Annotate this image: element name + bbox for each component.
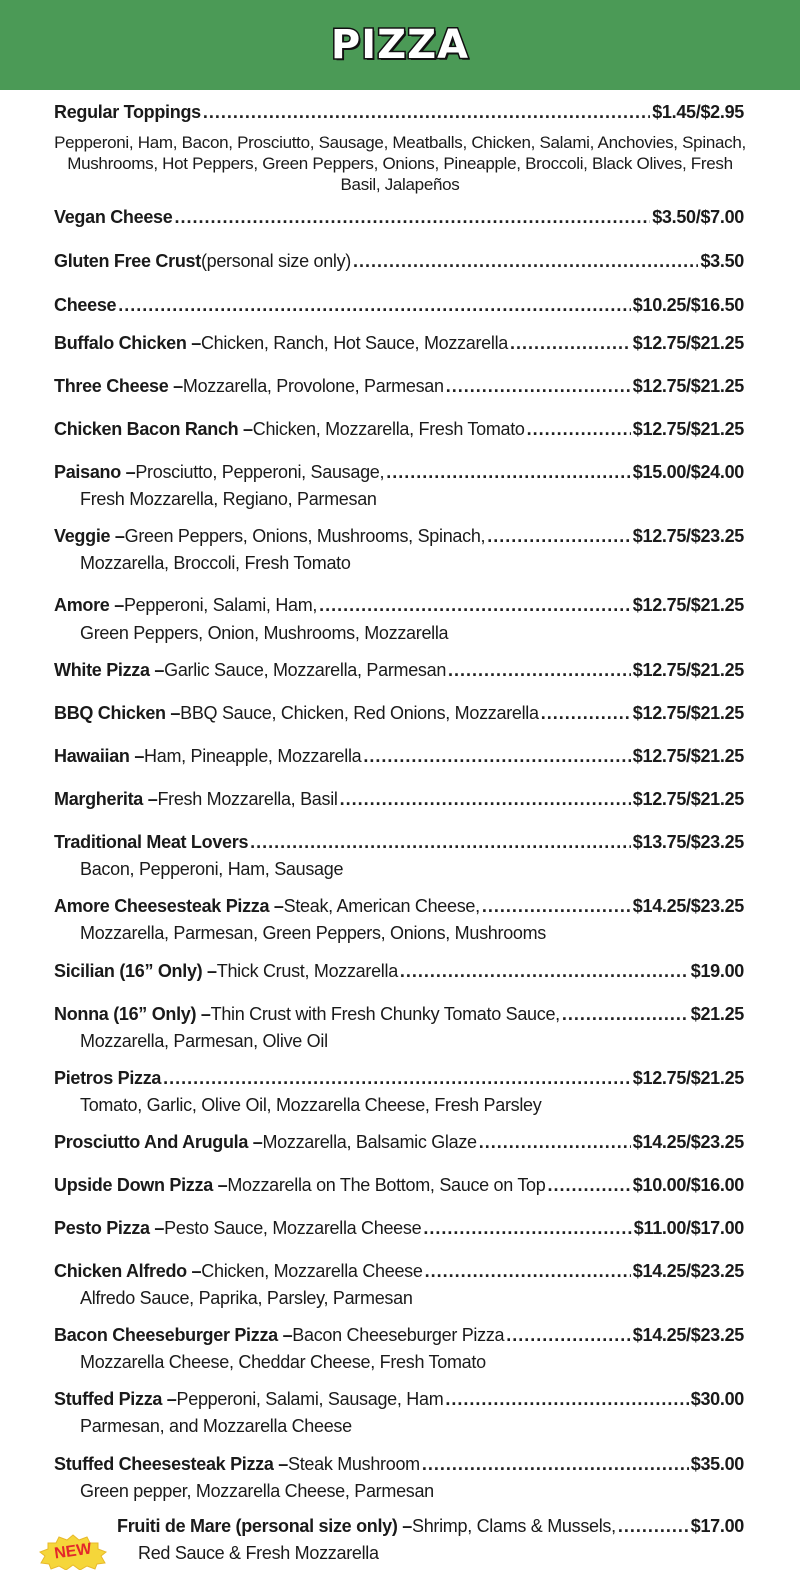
item-desc: Garlic Sauce, Mozzarella, Parmesan <box>164 660 447 680</box>
item-desc: Pepperoni, Salami, Ham, <box>123 595 318 615</box>
item-desc: Shrimp, Clams & Mussels, <box>411 1516 616 1536</box>
item-name: Vegan Cheese <box>54 207 173 227</box>
dot-leader <box>506 1323 631 1347</box>
item-name: Margherita – <box>54 789 158 809</box>
menu-item <box>54 959 744 983</box>
item-price: $14.25/$23.25 <box>632 1261 744 1281</box>
item-name: Paisano – <box>54 462 136 482</box>
menu-item <box>54 417 744 441</box>
item-price: $12.75/$21.25 <box>632 660 744 680</box>
menu-item <box>54 293 744 317</box>
menu-item <box>54 658 744 682</box>
dot-leader <box>482 894 631 918</box>
dot-leader <box>445 1387 688 1411</box>
dot-leader <box>363 744 630 768</box>
item-price: $11.00/$17.00 <box>633 1218 744 1238</box>
item-subdesc: Mozzarella, Parmesan, Olive Oil <box>80 1031 328 1051</box>
item-name: BBQ Chicken – <box>54 703 181 723</box>
item-name: Prosciutto And Arugula – <box>54 1132 263 1152</box>
menu-item <box>54 1130 744 1154</box>
menu-item <box>54 460 744 484</box>
item-name: Stuffed Cheesesteak Pizza – <box>54 1454 288 1474</box>
menu-item <box>54 787 744 811</box>
item-name: Nonna (16” Only) – <box>54 1004 211 1024</box>
item-subdesc: Bacon, Pepperoni, Ham, Sausage <box>80 859 344 879</box>
item-price: $12.75/$21.25 <box>632 746 744 766</box>
item-desc: Chicken, Mozzarella, Fresh Tomato <box>252 419 525 439</box>
item-subdesc: Fresh Mozzarella, Regiano, Parmesan <box>80 489 377 509</box>
dot-leader <box>618 1514 689 1538</box>
menu-item <box>54 205 744 229</box>
item-desc: Mozzarella on The Bottom, Sauce on Top <box>227 1175 546 1195</box>
item-subdesc: Alfredo Sauce, Paprika, Parsley, Parmesan <box>80 1288 413 1308</box>
item-desc: Thin Crust with Fresh Chunky Tomato Sauce, <box>210 1004 560 1024</box>
menu-item <box>54 524 744 548</box>
item-name: Fruiti de Mare (personal size only) – <box>117 1516 412 1536</box>
menu-item-special <box>117 1514 744 1538</box>
item-name: Hawaiian – <box>54 746 145 766</box>
item-desc: Green Peppers, Onions, Mushrooms, Spinach, <box>124 526 486 546</box>
item-price: $35.00 <box>690 1454 744 1474</box>
menu-item <box>54 1452 744 1476</box>
menu-item <box>54 374 744 398</box>
item-price: $13.75/$23.25 <box>632 832 744 852</box>
item-price: $12.75/$21.25 <box>632 1068 744 1088</box>
item-name: Gluten Free Crust <box>54 251 201 271</box>
item-name: Cheese <box>54 295 117 315</box>
dot-leader <box>250 830 631 854</box>
dot-leader <box>487 524 631 548</box>
item-price: $12.75/$23.25 <box>632 526 744 546</box>
menu-item <box>54 1259 744 1283</box>
dot-leader <box>425 1259 631 1283</box>
menu-item <box>54 1002 744 1026</box>
item-desc: Pesto Sauce, Mozzarella Cheese <box>164 1218 422 1238</box>
item-name: Buffalo Chicken – <box>54 333 201 353</box>
item-price: $15.00/$24.00 <box>632 462 744 482</box>
item-name: Three Cheese – <box>54 376 183 396</box>
page-header <box>0 0 800 90</box>
item-price: $12.75/$21.25 <box>632 419 744 439</box>
page-title: PIZZA <box>330 22 470 68</box>
item-price: $21.25 <box>690 1004 744 1024</box>
item-price: $1.45/$2.95 <box>652 102 744 122</box>
dot-leader <box>386 460 631 484</box>
menu-item <box>54 1066 744 1090</box>
item-price: $30.00 <box>690 1389 744 1409</box>
menu-item <box>54 249 744 273</box>
item-price: $10.25/$16.50 <box>632 295 744 315</box>
item-subdesc: Mozzarella, Parmesan, Green Peppers, Onions, Mushrooms <box>80 923 547 943</box>
toppings-list: Pepperoni, Ham, Bacon, Prosciutto, Sausage, Meatballs, Chicken, Salami, Anchovies, Spinach, Mushrooms, Hot Peppers, Green Peppers, Onions, Pineapple, Broccoli, Black Olives, Fresh Basil, Jalapeños <box>54 133 746 194</box>
menu-item <box>54 701 744 725</box>
item-price: $14.25/$23.25 <box>632 1325 744 1345</box>
dot-leader <box>340 787 631 811</box>
item-name: Bacon Cheeseburger Pizza – <box>54 1325 293 1345</box>
item-desc: Prosciutto, Pepperoni, Sausage, <box>135 462 385 482</box>
dot-leader <box>562 1002 689 1026</box>
dot-leader <box>541 701 631 725</box>
item-name: Pietros Pizza <box>54 1068 162 1088</box>
menu-item-regular-toppings <box>54 100 744 124</box>
menu-item <box>54 744 744 768</box>
item-price: $10.00/$16.00 <box>632 1175 744 1195</box>
item-desc: Mozzarella, Provolone, Parmesan <box>182 376 444 396</box>
new-badge-label: NEW <box>53 1540 93 1563</box>
item-desc: Thick Crust, Mozzarella <box>216 961 398 981</box>
item-desc: Steak, American Cheese, <box>283 896 480 916</box>
dot-leader <box>423 1216 631 1240</box>
item-desc: Ham, Pineapple, Mozzarella <box>144 746 362 766</box>
item-name: Chicken Bacon Ranch – <box>54 419 253 439</box>
item-name: Chicken Alfredo – <box>54 1261 202 1281</box>
item-desc: Pepperoni, Salami, Sausage, Ham <box>176 1389 444 1409</box>
item-price: $12.75/$21.25 <box>632 703 744 723</box>
dot-leader <box>400 959 689 983</box>
item-price: $3.50 <box>700 251 744 271</box>
item-name: Stuffed Pizza – <box>54 1389 177 1409</box>
menu-item <box>54 1323 744 1347</box>
menu-item <box>54 1216 744 1240</box>
item-price: $3.50/$7.00 <box>652 207 744 227</box>
item-desc: BBQ Sauce, Chicken, Red Onions, Mozzarella <box>180 703 539 723</box>
dot-leader <box>527 417 631 441</box>
dot-leader <box>422 1452 689 1476</box>
menu-item <box>54 1387 744 1411</box>
menu-item <box>54 331 744 355</box>
item-name: White Pizza – <box>54 660 165 680</box>
item-price: $12.75/$21.25 <box>632 595 744 615</box>
item-subdesc: Mozzarella Cheese, Cheddar Cheese, Fresh Tomato <box>80 1352 486 1372</box>
item-price: $17.00 <box>690 1516 744 1536</box>
item-name: Upside Down Pizza – <box>54 1175 228 1195</box>
item-price: $12.75/$21.25 <box>632 376 744 396</box>
item-price: $12.75/$21.25 <box>632 789 744 809</box>
menu-item <box>54 894 744 918</box>
dot-leader <box>547 1173 630 1197</box>
item-desc: Steak Mushroom <box>288 1454 420 1474</box>
dot-leader <box>510 331 631 355</box>
item-price: $19.00 <box>690 961 744 981</box>
item-subdesc: Mozzarella, Broccoli, Fresh Tomato <box>80 553 351 573</box>
menu-item <box>54 1173 744 1197</box>
item-name: Amore – <box>54 595 124 615</box>
menu-item <box>54 593 744 617</box>
item-name: Traditional Meat Lovers <box>54 832 249 852</box>
dot-leader <box>353 249 698 273</box>
item-subdesc: Parmesan, and Mozzarella Cheese <box>80 1416 352 1436</box>
new-badge <box>38 1534 108 1570</box>
item-price: $14.25/$23.25 <box>632 896 744 916</box>
item-desc: Fresh Mozzarella, Basil <box>157 789 338 809</box>
item-name: Regular Toppings <box>54 102 201 122</box>
dot-leader <box>163 1066 631 1090</box>
item-desc: Bacon Cheeseburger Pizza <box>292 1325 505 1345</box>
item-name: Pesto Pizza – <box>54 1218 165 1238</box>
item-price: $12.75/$21.25 <box>632 333 744 353</box>
item-subdesc: Green Peppers, Onion, Mushrooms, Mozzarella <box>80 623 449 643</box>
dot-leader <box>446 374 631 398</box>
dot-leader <box>174 205 650 229</box>
item-name: Amore Cheesesteak Pizza – <box>54 896 284 916</box>
item-name: Veggie – <box>54 526 125 546</box>
item-desc: Chicken, Mozzarella Cheese <box>201 1261 423 1281</box>
dot-leader <box>448 658 631 682</box>
item-subdesc: Green pepper, Mozzarella Cheese, Parmesan <box>80 1481 434 1501</box>
item-price: $14.25/$23.25 <box>632 1132 744 1152</box>
dot-leader <box>203 100 650 124</box>
item-desc: (personal size only) <box>200 251 352 271</box>
item-desc: Mozzarella, Balsamic Glaze <box>262 1132 477 1152</box>
item-subdesc: Red Sauce & Fresh Mozzarella <box>138 1543 379 1563</box>
dot-leader <box>479 1130 631 1154</box>
item-desc: Chicken, Ranch, Hot Sauce, Mozzarella <box>200 333 508 353</box>
dot-leader <box>319 593 631 617</box>
menu-item <box>54 830 744 854</box>
item-name: Sicilian (16” Only) – <box>54 961 217 981</box>
item-subdesc: Tomato, Garlic, Olive Oil, Mozzarella Cheese, Fresh Parsley <box>80 1095 542 1115</box>
dot-leader <box>118 293 631 317</box>
